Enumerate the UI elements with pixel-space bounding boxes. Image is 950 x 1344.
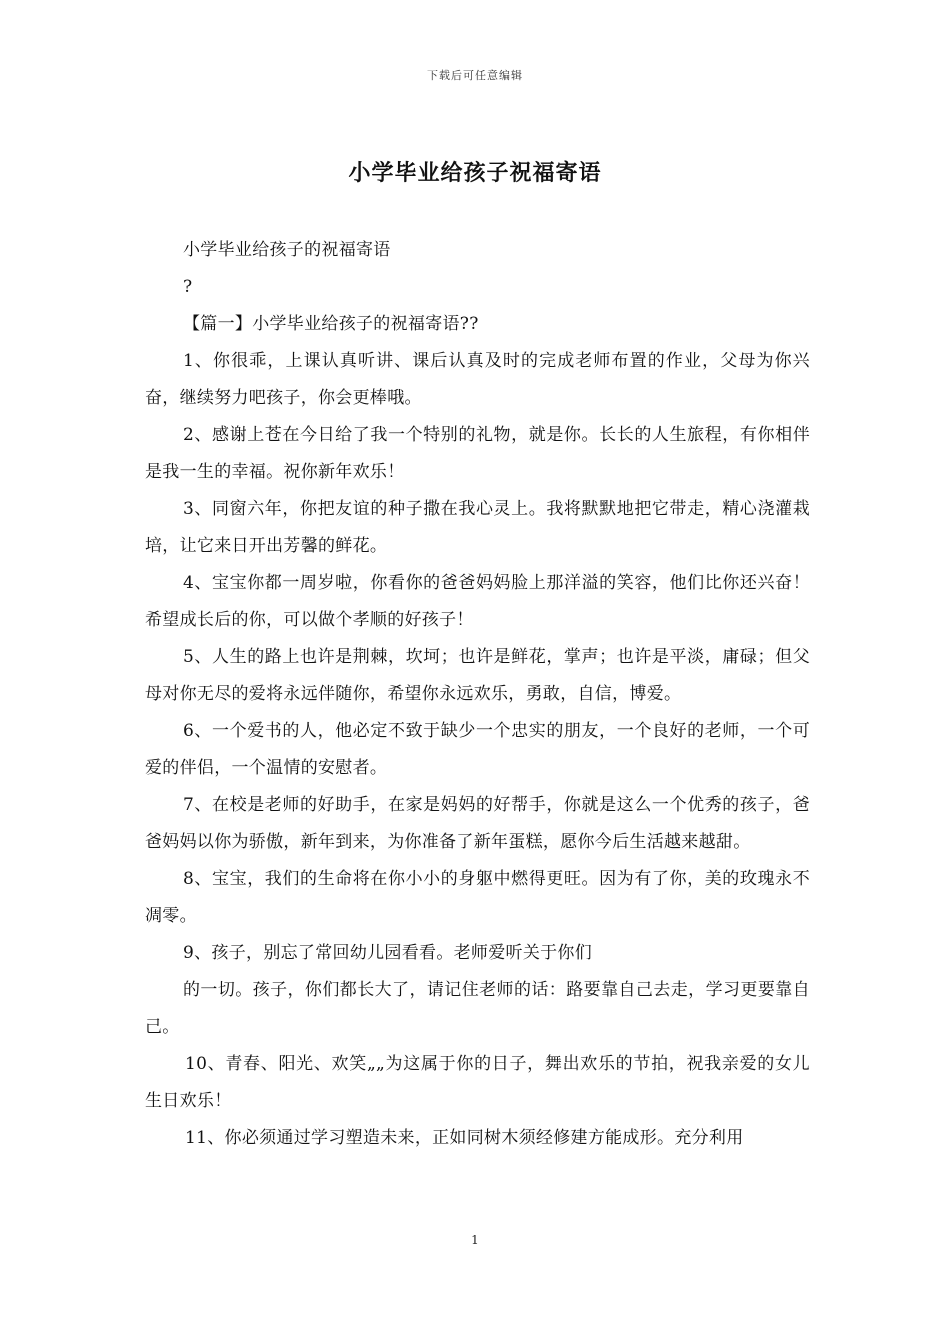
page-number: 1 — [471, 1233, 479, 1247]
paragraph-item-9: 9、孩子，别忘了常回幼儿园看看。老师爱听关于你们 — [183, 943, 593, 963]
header-note: 下载后可任意编辑 — [427, 69, 523, 82]
paragraph-item-2: 2、感谢上苍在今日给了我一个特别的礼物，就是你。长长的人生旅程，有你相伴是我一生的幸福。祝你新年欢乐！ — [145, 425, 810, 482]
paragraph-subtitle: 小学毕业给孩子的祝福寄语 — [183, 240, 391, 260]
paragraph-item-3: 3、同窗六年，你把友谊的种子撒在我心灵上。我将默默地把它带走，精心浇灌栽培，让它来日开出芳馨的鲜花。 — [145, 499, 810, 556]
paragraph-item-7: 7、在校是老师的好助手，在家是妈妈的好帮手，你就是这么一个优秀的孩子，爸爸妈妈以你为骄傲，新年到来，为你准备了新年蛋糕，愿你今后生活越来越甜。 — [145, 795, 810, 852]
paragraph-question-mark: ? — [183, 277, 193, 297]
paragraph-section-heading: 【篇一】小学毕业给孩子的祝福寄语?? — [183, 314, 479, 334]
paragraph-item-9-continued: 的一切。孩子，你们都长大了，请记住老师的话：路要靠自己去走，学习更要靠自己。 — [145, 980, 810, 1037]
paragraph-item-10: 10、青春、阳光、欢笑„„为这属于你的日子，舞出欢乐的节拍，祝我亲爱的女儿生日欢乐！ — [145, 1054, 810, 1111]
paragraph-item-8: 8、宝宝，我们的生命将在你小小的身躯中燃得更旺。因为有了你，美的玫瑰永不凋零。 — [145, 869, 810, 926]
document-body — [145, 232, 810, 1157]
paragraph-item-5: 5、人生的路上也许是荆棘，坎坷；也许是鲜花，掌声；也许是平淡，庸碌；但父母对你无尽的爱将永远伴随你，希望你永远欢乐，勇敢，自信，博爱。 — [145, 647, 810, 704]
paragraph-item-1: 1、你很乖，上课认真听讲、课后认真及时的完成老师布置的作业，父母为你兴奋，继续努力吧孩子，你会更棒哦。 — [145, 351, 810, 408]
paragraph-item-4: 4、宝宝你都一周岁啦，你看你的爸爸妈妈脸上那洋溢的笑容，他们比你还兴奋！希望成长后的你，可以做个孝顺的好孩子！ — [145, 573, 810, 630]
document-title: 小学毕业给孩子祝福寄语 — [348, 160, 602, 186]
paragraph-item-11: 11、你必须通过学习塑造未来，正如同树木须经修建方能成形。充分利用 — [185, 1128, 744, 1148]
paragraph-item-6: 6、一个爱书的人，他必定不致于缺少一个忠实的朋友，一个良好的老师，一个可爱的伴侣，一个温情的安慰者。 — [145, 721, 810, 778]
